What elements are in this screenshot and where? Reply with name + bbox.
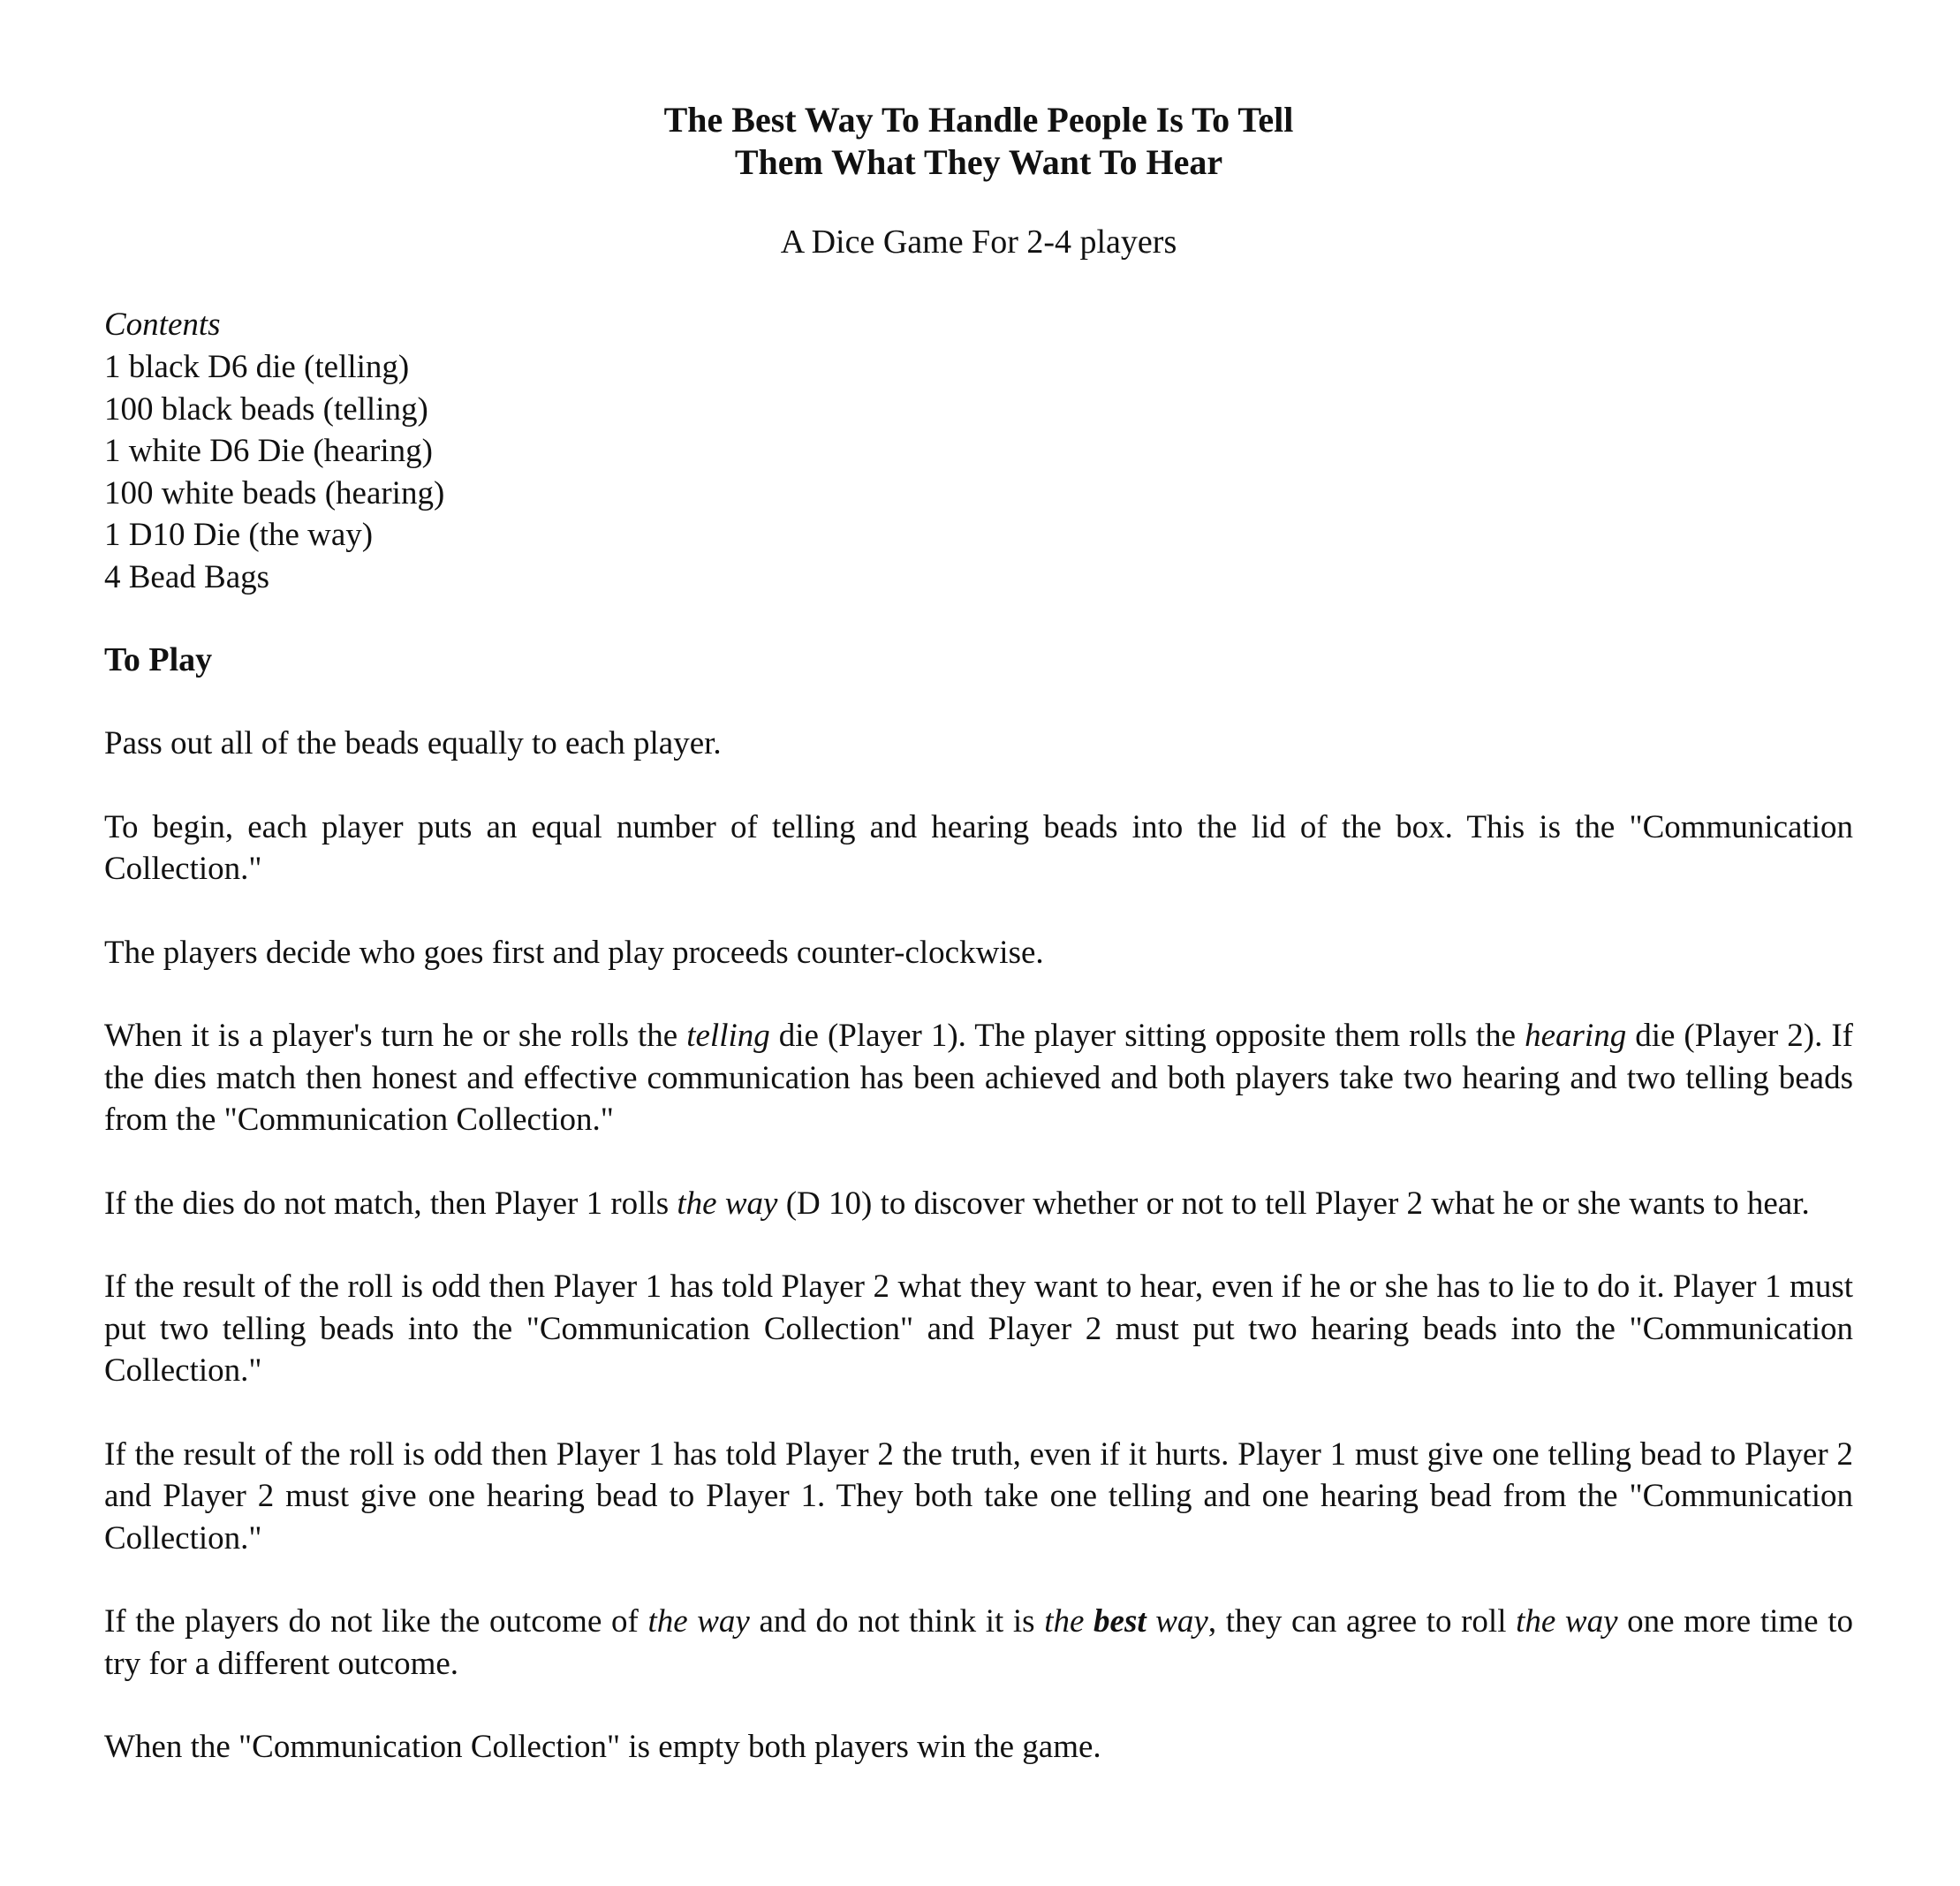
contents-list <box>104 346 1853 598</box>
text-run-bold-italic: best <box>1094 1603 1146 1640</box>
document-page <box>104 99 1853 1769</box>
text-run: , they can agree to roll <box>1207 1603 1517 1640</box>
contents-item: 1 D10 Die (the way) <box>104 517 374 553</box>
title-line-2: Them What They Want To Hear <box>734 142 1223 182</box>
paragraph-who-goes-first: The players decide who goes first and play proceeds counter-clockwise. <box>104 934 1044 971</box>
text-run: If the dies do not match, then Player 1 rolls <box>104 1185 677 1222</box>
text-run-italic: hearing <box>1525 1018 1627 1054</box>
title-line-1: The Best Way To Handle People Is To Tell <box>663 100 1294 140</box>
text-run-italic: the way <box>647 1603 750 1640</box>
text-run: (D 10) to discover whether or not to tell Player 2 what he or she wants to hear. <box>777 1185 1810 1222</box>
contents-item: 1 black D6 die (telling) <box>104 349 410 385</box>
text-run-italic: telling <box>686 1018 770 1054</box>
document-title <box>104 99 1853 184</box>
text-run-italic: the way <box>677 1185 778 1222</box>
text-run-italic: way <box>1146 1603 1208 1640</box>
contents-item: 100 black beads (telling) <box>104 390 428 428</box>
paragraph-to-begin: To begin, each player puts an equal number of telling and hearing beads into the lid of the box. This is the "Communication Collection." <box>104 808 1853 887</box>
paragraph-win-condition: When the "Communication Collection" is empty both players win the game. <box>104 1729 1101 1765</box>
document-subtitle: A Dice Game For 2-4 players <box>780 223 1177 261</box>
paragraph-odd-result-truth: If the result of the roll is odd then Player 1 has told Player 2 the truth, even if it hurts. Player 1 must give one telling bead to Player 2 and Player 2 must give one hearing bead to Player 1. They both take one telling and one hearing bead from the "Communication Collection." <box>104 1435 1853 1557</box>
text-run: If the players do not like the outcome of <box>104 1603 648 1640</box>
paragraph-pass-out-beads: Pass out all of the beads equally to each player. <box>104 725 722 761</box>
text-run: and do not think it is <box>749 1603 1045 1640</box>
paragraph-reroll <box>104 1601 1853 1685</box>
text-run: When it is a player's turn he or she rolls the <box>104 1018 687 1054</box>
text-run-italic: the way <box>1516 1603 1618 1640</box>
contents-heading: Contents <box>104 307 221 343</box>
text-run: die (Player 1). The player sitting opposite them rolls the <box>769 1018 1525 1054</box>
paragraph-player-turn <box>104 1015 1853 1141</box>
contents-item: 100 white beads (hearing) <box>104 474 445 511</box>
text-run: die (Player 2). If the dies match then honest and effective communication has been achieved and both players take two hearing and two telling beads from the "Communication Collection." <box>104 1018 1853 1138</box>
paragraph-dies-do-not-match <box>104 1183 1853 1225</box>
contents-item: 4 Bead Bags <box>104 558 270 595</box>
section-heading-to-play: To Play <box>104 641 213 678</box>
text-run: one more time to try for a different outcome. <box>104 1603 1853 1682</box>
text-run-italic: the <box>1044 1603 1094 1640</box>
paragraph-odd-result-lie: If the result of the roll is odd then Player 1 has told Player 2 what they want to hear, even if he or she has to lie to do it. Player 1 must put two telling beads into the "Communication Collection" and Player 2 must put two hearing beads into the "Communication Collection." <box>104 1269 1853 1389</box>
contents-item: 1 white D6 Die (hearing) <box>104 433 433 469</box>
